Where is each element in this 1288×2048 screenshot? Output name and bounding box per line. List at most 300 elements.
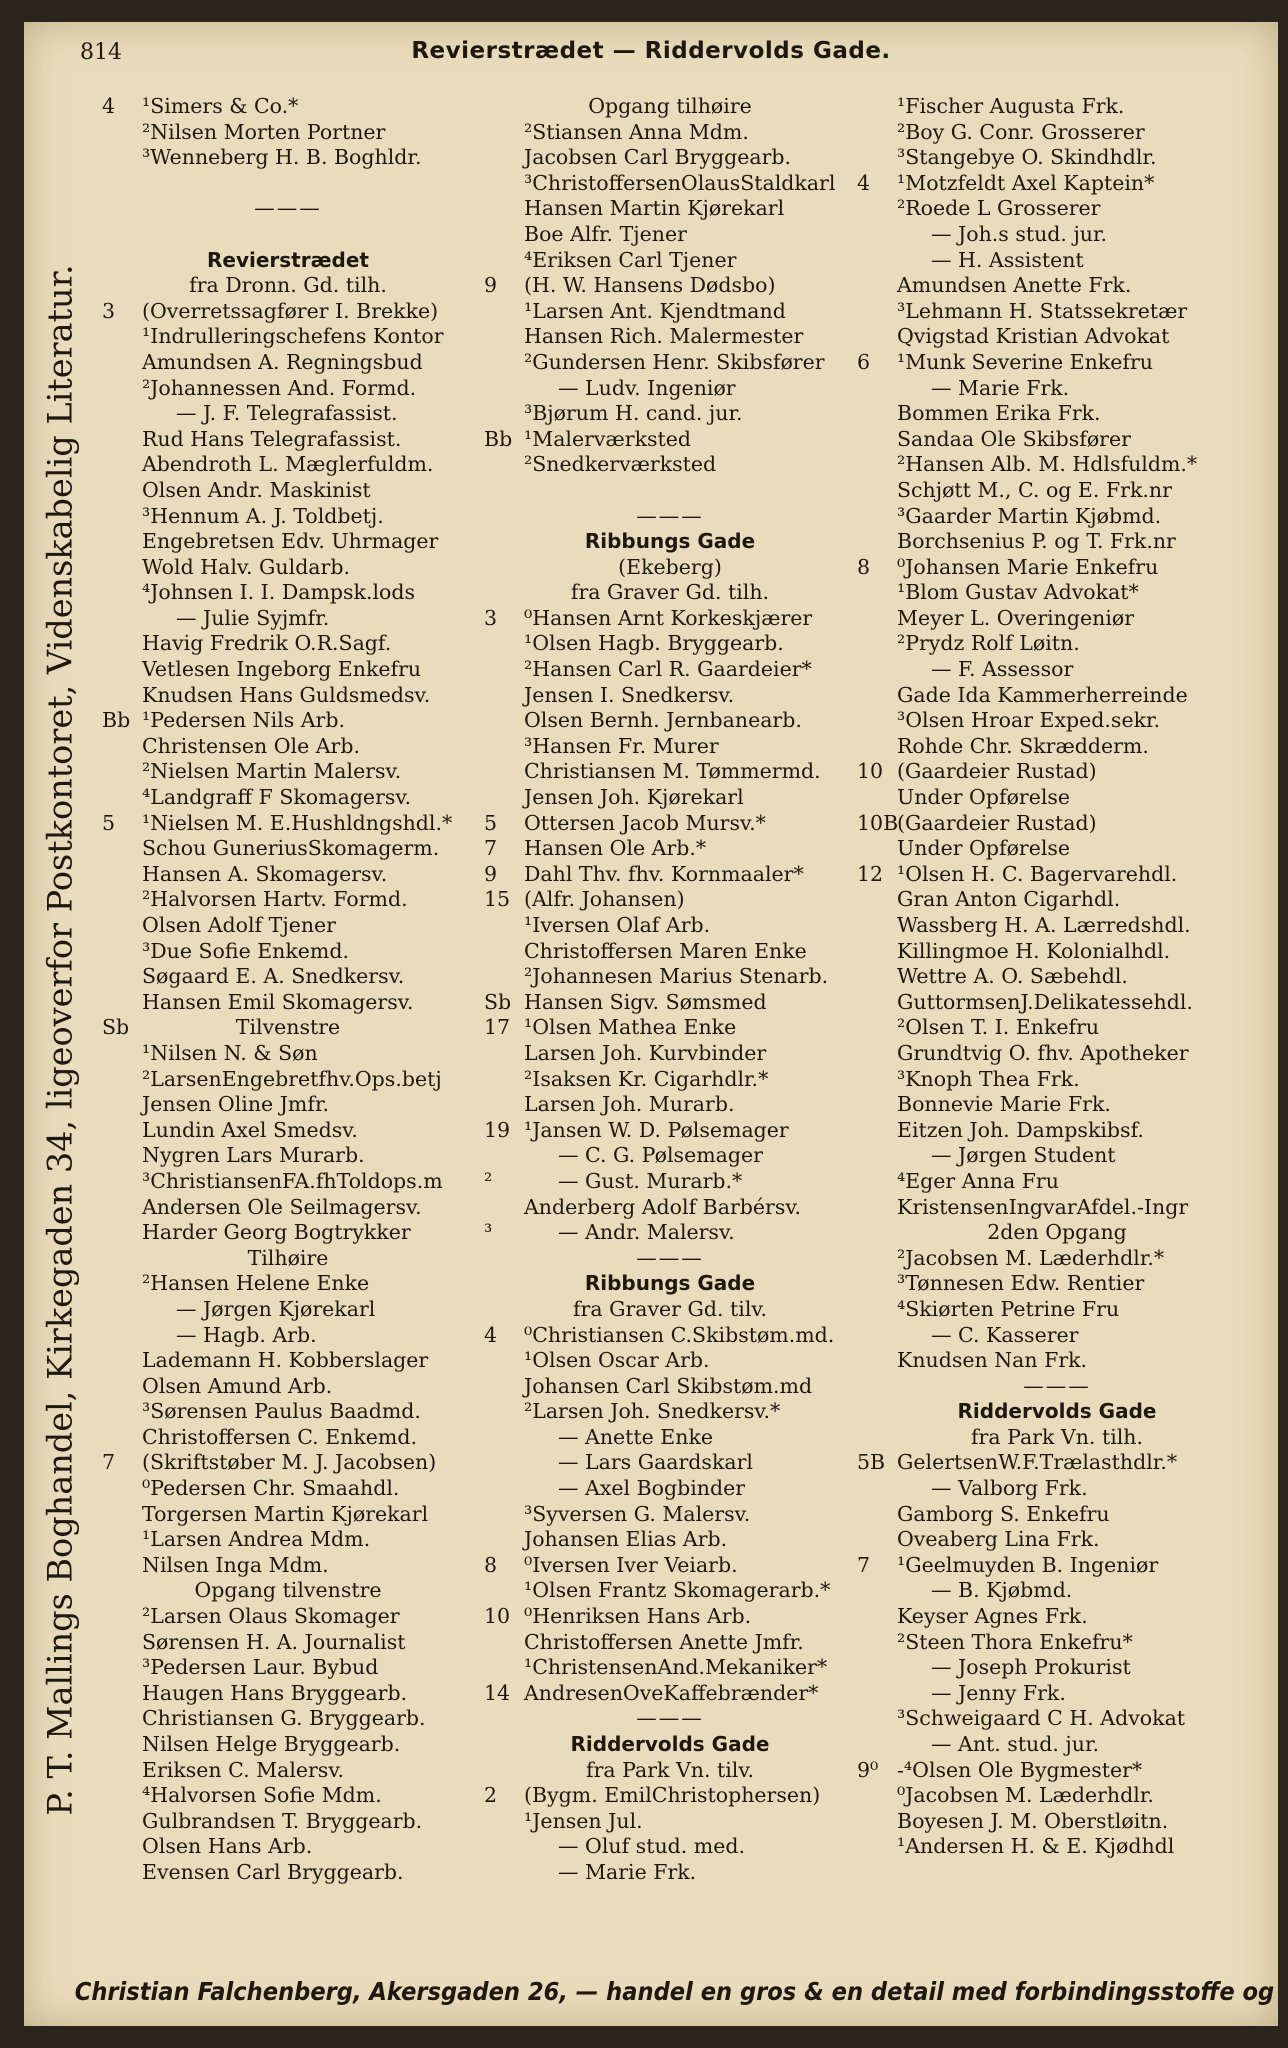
directory-entry bbox=[857, 939, 1257, 965]
directory-entry bbox=[484, 299, 856, 325]
section-note: fra Park Vn. tilh. bbox=[970, 1424, 1144, 1449]
directory-entry bbox=[857, 1630, 1257, 1656]
entry-text: ¹Olsen Mathea Enke bbox=[524, 1015, 737, 1040]
entry-text: Eitzen Joh. Dampskibsf. bbox=[897, 1117, 1144, 1142]
entry-text: Ottersen Jacob Mursv.* bbox=[524, 810, 766, 835]
directory-entry bbox=[484, 171, 856, 197]
entry-text: ¹Blom Gustav Advokat* bbox=[897, 580, 1139, 605]
directory-entry bbox=[102, 145, 474, 171]
directory-entry bbox=[857, 759, 1257, 785]
entry-text: (Skriftstøber M. J. Jacobsen) bbox=[142, 1450, 437, 1475]
directory-entry bbox=[857, 401, 1257, 427]
directory-entry bbox=[857, 1348, 1257, 1374]
entry-text: ³Schweigaard C H. Advokat bbox=[897, 1706, 1186, 1731]
entry-text: ²Hansen Carl R. Gaardeier* bbox=[524, 657, 812, 682]
entry-text: ³Knoph Thea Frk. bbox=[897, 1066, 1080, 1091]
entry-text: -⁴Olsen Ole Bygmester* bbox=[897, 1757, 1143, 1782]
entry-text: ⁴Johnsen I. I. Dampsk.lods bbox=[142, 580, 416, 605]
entry-text: — Ant. stud. jur. bbox=[931, 1732, 1100, 1756]
entry-text: Haugen Hans Bryggearb. bbox=[142, 1680, 408, 1705]
directory-entry bbox=[102, 1143, 474, 1169]
house-number: Sb bbox=[102, 1015, 130, 1040]
entry-text: ²Johannesen Marius Stenarb. bbox=[524, 964, 829, 989]
directory-entry bbox=[102, 990, 474, 1016]
directory-entry bbox=[857, 785, 1257, 811]
entry-text: ¹Iversen Olaf Arb. bbox=[524, 913, 711, 937]
directory-entry bbox=[857, 1297, 1257, 1323]
directory-entry bbox=[102, 1502, 474, 1528]
directory-entry bbox=[102, 1834, 474, 1860]
entry-text: Johansen Elias Arb. bbox=[524, 1527, 728, 1552]
directory-entry bbox=[484, 1118, 856, 1144]
entry-text: ¹Jansen W. D. Pølsemager bbox=[524, 1117, 789, 1142]
entry-text: Meyer L. Overingeniør bbox=[897, 605, 1135, 630]
entry-text: ⁰Hansen Arnt Korkeskjærer bbox=[524, 605, 813, 630]
directory-entry bbox=[857, 657, 1257, 683]
entry-text: ³Hansen Fr. Murer bbox=[524, 733, 719, 758]
entry-text: ⁰Johansen Marie Enkefru bbox=[897, 554, 1159, 579]
directory-entry bbox=[484, 964, 856, 990]
entry-text: ²Snedkerværksted bbox=[524, 452, 717, 477]
directory-entry bbox=[102, 1118, 474, 1144]
directory-entry bbox=[484, 1502, 856, 1528]
directory-entry bbox=[102, 1271, 474, 1297]
directory-entry bbox=[484, 1092, 856, 1118]
directory-entry bbox=[857, 350, 1257, 376]
directory-entry bbox=[102, 631, 474, 657]
entry-text: (Gaardeier Rustad) bbox=[897, 759, 1097, 784]
directory-entry bbox=[102, 683, 474, 709]
entry-text: ²Stiansen Anna Mdm. bbox=[524, 119, 749, 144]
entry-text: ⁰Christiansen C.Skibstøm.md. bbox=[524, 1322, 835, 1347]
house-number: 9 bbox=[484, 273, 498, 298]
directory-entry bbox=[857, 990, 1257, 1016]
directory-entry bbox=[102, 1323, 474, 1349]
directory-entry bbox=[484, 120, 856, 146]
entry-text: Rud Hans Telegrafassist. bbox=[142, 426, 402, 451]
entry-text: Amundsen A. Regningsbud bbox=[142, 349, 423, 374]
entry-text: KristensenIngvarAfdel.-Ingr bbox=[897, 1194, 1189, 1219]
entry-text: ²Hansen Helene Enke bbox=[142, 1271, 370, 1296]
directory-entry bbox=[102, 836, 474, 862]
house-number: 10 bbox=[484, 1604, 511, 1629]
house-number: 15 bbox=[484, 887, 511, 912]
house-number: 7 bbox=[857, 1552, 871, 1577]
directory-entry bbox=[102, 939, 474, 965]
entry-text: ³Sørensen Paulus Baadmd. bbox=[142, 1399, 421, 1424]
street-heading: Ribbungs Gade bbox=[584, 529, 756, 554]
directory-entry bbox=[102, 606, 474, 632]
entry-text: Olsen Andr. Maskinist bbox=[142, 477, 371, 502]
directory-entry bbox=[857, 1476, 1257, 1502]
entry-text: ³Stangebye O. Skindhdlr. bbox=[897, 145, 1157, 170]
entry-text: Borchsenius P. og T. Frk.nr bbox=[897, 529, 1176, 554]
entry-text: ³Olsen Hroar Exped.sekr. bbox=[897, 708, 1161, 733]
entry-text: Nilsen Helge Bryggearb. bbox=[142, 1732, 401, 1756]
directory-entry bbox=[857, 1143, 1257, 1169]
entry-text: Rohde Chr. Skrædderm. bbox=[897, 733, 1149, 758]
house-number: 9⁰ bbox=[857, 1757, 879, 1782]
house-number: 3 bbox=[484, 605, 498, 630]
directory-entry bbox=[102, 1297, 474, 1323]
directory-entry bbox=[857, 1783, 1257, 1809]
directory-entry bbox=[102, 1425, 474, 1451]
entry-text: Jensen Oline Jmfr. bbox=[142, 1092, 330, 1117]
directory-entry bbox=[857, 452, 1257, 478]
directory-entry bbox=[484, 1809, 856, 1835]
directory-entry bbox=[857, 606, 1257, 632]
entry-text: ³Tønnesen Edw. Rentier bbox=[897, 1271, 1145, 1296]
entry-text: Wold Halv. Guldarb. bbox=[142, 554, 350, 579]
section-note: fra Park Vn. tilv. bbox=[585, 1757, 754, 1782]
directory-entry bbox=[102, 401, 474, 427]
entry-text: ²Jacobsen M. Læderhdlr.* bbox=[897, 1245, 1165, 1270]
house-number: 4 bbox=[484, 1322, 498, 1347]
entry-text: ²Hansen Alb. M. Hdlsfuldm.* bbox=[897, 452, 1198, 477]
directory-entry bbox=[102, 657, 474, 683]
entry-text: Hansen Sigv. Sømsmed bbox=[524, 989, 767, 1014]
directory-entry bbox=[102, 580, 474, 606]
directory-entry bbox=[102, 1630, 474, 1656]
directory-entry bbox=[857, 1450, 1257, 1476]
directory-entry bbox=[484, 401, 856, 427]
directory-entry bbox=[102, 785, 474, 811]
entry-text: Eriksen C. Malersv. bbox=[142, 1757, 344, 1782]
house-number: 2 bbox=[484, 1783, 498, 1808]
house-number: 14 bbox=[484, 1680, 511, 1705]
section-note: 2den Opgang bbox=[987, 1220, 1127, 1245]
directory-entry bbox=[484, 734, 856, 760]
entry-text: ²Larsen Joh. Snedkersv.* bbox=[524, 1399, 781, 1424]
directory-entry bbox=[102, 887, 474, 913]
directory-entry bbox=[102, 324, 474, 350]
house-number: Bb bbox=[102, 708, 131, 733]
section-note: Opgang tilvenstre bbox=[194, 1578, 382, 1603]
directory-entry bbox=[102, 1041, 474, 1067]
entry-text: ¹Malerværksted bbox=[524, 426, 692, 451]
directory-entry bbox=[484, 1450, 856, 1476]
directory-entry bbox=[484, 657, 856, 683]
entry-text: ²Larsen Olaus Skomager bbox=[142, 1604, 400, 1629]
street-heading: Riddervolds Gade bbox=[957, 1399, 1157, 1424]
entry-text: — Julie Syjmfr. bbox=[176, 605, 330, 630]
directory-entry bbox=[102, 862, 474, 888]
directory-entry bbox=[102, 811, 474, 837]
entry-text: ³Syversen G. Malersv. bbox=[524, 1501, 751, 1526]
directory-entry bbox=[484, 248, 856, 274]
entry-text: ¹Indrulleringschefens Kontor bbox=[142, 324, 444, 349]
section-note: fra Graver Gd. tilh. bbox=[570, 580, 770, 605]
directory-entry bbox=[102, 1348, 474, 1374]
house-number: 10B bbox=[857, 810, 899, 835]
entry-text: Andersen Ole Seilmagersv. bbox=[142, 1194, 422, 1219]
entry-text: Knudsen Nan Frk. bbox=[897, 1348, 1088, 1373]
directory-entry bbox=[484, 478, 856, 504]
entry-text: Christoffersen Anette Jmfr. bbox=[524, 1629, 804, 1654]
directory-entry bbox=[484, 1041, 856, 1067]
directory-entry bbox=[484, 1860, 856, 1886]
column-1 bbox=[102, 94, 474, 1886]
directory-entry bbox=[484, 376, 856, 402]
entry-text: ³Wenneberg H. B. Boghldr. bbox=[142, 145, 422, 170]
entry-text: ³Due Sofie Enkemd. bbox=[142, 938, 350, 963]
house-number: Bb bbox=[484, 426, 513, 451]
directory-entry bbox=[484, 1630, 856, 1656]
directory-entry bbox=[857, 555, 1257, 581]
entry-text: — Marie Frk. bbox=[931, 375, 1070, 400]
entry-text: Larsen Joh. Kurvbinder bbox=[524, 1040, 767, 1065]
house-number: 5B bbox=[857, 1450, 886, 1475]
directory-entry bbox=[484, 836, 856, 862]
entry-text: Hansen Emil Skomagersv. bbox=[142, 989, 414, 1014]
entry-text: Hansen Rich. Malermester bbox=[524, 324, 804, 349]
entry-text: ⁴Eger Anna Fru bbox=[897, 1168, 1059, 1193]
directory-entry bbox=[484, 1015, 856, 1041]
entry-text: Schjøtt M., C. og E. Frk.nr bbox=[897, 477, 1172, 502]
directory-entry bbox=[484, 606, 856, 632]
section-note bbox=[102, 1015, 474, 1041]
entry-text: Olsen Hans Arb. bbox=[142, 1834, 313, 1859]
page-header: Revierstrædet — Riddervolds Gade. bbox=[411, 38, 891, 64]
entry-text: — Gust. Murarb.* bbox=[558, 1168, 743, 1193]
entry-text: — Andr. Malersv. bbox=[558, 1220, 735, 1245]
directory-entry bbox=[857, 734, 1257, 760]
entry-text: Anderberg Adolf Barbérsv. bbox=[524, 1194, 802, 1219]
house-number: 7 bbox=[102, 1450, 116, 1475]
entry-text: Nygren Lars Murarb. bbox=[142, 1143, 365, 1168]
section-divider: ——— bbox=[1023, 1373, 1091, 1398]
directory-entry bbox=[857, 887, 1257, 913]
entry-text: ¹Olsen Hagb. Bryggearb. bbox=[524, 631, 784, 656]
directory-entry bbox=[102, 1169, 474, 1195]
directory-entry bbox=[484, 1476, 856, 1502]
column-3 bbox=[857, 94, 1257, 1860]
entry-text: ³Hennum A. J. Toldbetj. bbox=[142, 503, 384, 528]
directory-entry bbox=[484, 1578, 856, 1604]
entry-text: ¹Olsen Frantz Skomagerarb.* bbox=[524, 1578, 831, 1603]
house-number: 3 bbox=[102, 298, 116, 323]
entry-text: ¹Nilsen N. & Søn bbox=[142, 1040, 318, 1065]
directory-entry bbox=[857, 1195, 1257, 1221]
directory-entry bbox=[857, 376, 1257, 402]
directory-entry bbox=[857, 248, 1257, 274]
entry-text: — C. Kasserer bbox=[931, 1322, 1079, 1347]
section-note: fra Graver Gd. tilv. bbox=[572, 1296, 768, 1321]
directory-entry bbox=[857, 964, 1257, 990]
directory-entry bbox=[857, 836, 1257, 862]
directory-entry bbox=[102, 1067, 474, 1093]
entry-text: ⁴Halvorsen Sofie Mdm. bbox=[142, 1783, 382, 1808]
entry-text: ⁴Landgraff F Skomagersv. bbox=[142, 785, 412, 810]
house-number: ² bbox=[484, 1168, 493, 1193]
entry-text: Sørensen H. A. Journalist bbox=[142, 1629, 406, 1654]
directory-entry bbox=[857, 1067, 1257, 1093]
entry-text: — Anette Enke bbox=[558, 1424, 714, 1449]
entry-text: Olsen Adolf Tjener bbox=[142, 913, 336, 937]
entry-text: Jacobsen Carl Bryggearb. bbox=[524, 145, 792, 170]
directory-entry bbox=[484, 452, 856, 478]
side-advertisement bbox=[22, 227, 98, 1852]
directory-entry bbox=[857, 1553, 1257, 1579]
entry-text: Olsen Amund Arb. bbox=[142, 1373, 333, 1398]
directory-entry bbox=[857, 1604, 1257, 1630]
directory-entry bbox=[102, 708, 474, 734]
house-number: 12 bbox=[857, 861, 884, 886]
street-heading: Revierstrædet bbox=[206, 247, 369, 272]
street-heading: Riddervolds Gade bbox=[570, 1732, 770, 1756]
entry-text: Vetlesen Ingeborg Enkefru bbox=[142, 657, 422, 682]
entry-text: ¹ChristensenAnd.Mekaniker* bbox=[524, 1655, 828, 1680]
directory-entry bbox=[484, 1220, 856, 1246]
house-number: 19 bbox=[484, 1117, 511, 1142]
entry-text: (Alfr. Johansen) bbox=[524, 887, 685, 912]
house-number: 8 bbox=[484, 1552, 498, 1577]
directory-entry bbox=[102, 1220, 474, 1246]
entry-text: ¹Olsen H. C. Bagervarehdl. bbox=[897, 861, 1178, 886]
directory-entry bbox=[102, 1450, 474, 1476]
directory-entry bbox=[484, 324, 856, 350]
directory-entry bbox=[102, 734, 474, 760]
entry-text: Søgaard E. A. Snedkersv. bbox=[142, 964, 405, 989]
entry-text: Killingmoe H. Kolonialhdl. bbox=[897, 938, 1171, 963]
entry-text: ²Olsen T. I. Enkefru bbox=[897, 1015, 1100, 1040]
entry-text: Gade Ida Kammerherreinde bbox=[897, 682, 1188, 707]
entry-text: Hansen Martin Kjørekarl bbox=[524, 196, 785, 221]
directory-entry bbox=[102, 964, 474, 990]
directory-entry bbox=[857, 913, 1257, 939]
entry-text: ⁰Iversen Iver Veiarb. bbox=[524, 1552, 738, 1577]
directory-entry bbox=[857, 299, 1257, 325]
house-number: 4 bbox=[857, 170, 871, 195]
house-number: 6 bbox=[857, 349, 871, 374]
directory-entry bbox=[102, 1681, 474, 1707]
entry-text: — Marie Frk. bbox=[558, 1859, 697, 1884]
entry-text: ¹Pedersen Nils Arb. bbox=[142, 708, 345, 733]
entry-text: Christiansen G. Bryggearb. bbox=[142, 1706, 426, 1731]
directory-entry bbox=[102, 94, 474, 120]
directory-entry bbox=[484, 1783, 856, 1809]
entry-text: Boyesen J. M. Oberstløitn. bbox=[897, 1808, 1169, 1833]
directory-entry bbox=[102, 1732, 474, 1758]
entry-text: Boe Alfr. Tjener bbox=[524, 221, 687, 246]
directory-entry bbox=[857, 1092, 1257, 1118]
entry-text: Jensen Joh. Kjørekarl bbox=[524, 785, 744, 810]
directory-entry bbox=[857, 1758, 1257, 1784]
directory-page bbox=[24, 22, 1278, 2026]
directory-entry bbox=[484, 939, 856, 965]
directory-entry bbox=[484, 1681, 856, 1707]
entry-text: Christoffersen Maren Enke bbox=[524, 938, 807, 963]
directory-entry bbox=[484, 1348, 856, 1374]
directory-entry bbox=[484, 785, 856, 811]
directory-entry bbox=[857, 504, 1257, 530]
directory-entry bbox=[102, 1374, 474, 1400]
directory-entry bbox=[857, 1834, 1257, 1860]
side-advertisement-text: P. T. Mallings Boghandel, Kirkegaden 34, ligeoverfor Postkontoret, Videnskabelig Literatur. bbox=[40, 263, 80, 1816]
directory-entry bbox=[857, 478, 1257, 504]
directory-entry bbox=[484, 887, 856, 913]
directory-entry bbox=[102, 913, 474, 939]
directory-entry bbox=[857, 427, 1257, 453]
directory-entry bbox=[857, 862, 1257, 888]
entry-text: Christiansen M. Tømmermd. bbox=[524, 759, 821, 784]
entry-text: Larsen Joh. Murarb. bbox=[524, 1092, 735, 1117]
entry-text: Grundtvig O. fhv. Apotheker bbox=[897, 1040, 1189, 1065]
entry-text: — Ludv. Ingeniør bbox=[558, 375, 736, 400]
entry-text: Hansen Ole Arb.* bbox=[524, 836, 707, 861]
directory-entry bbox=[102, 1655, 474, 1681]
section-note: Opgang tilhøire bbox=[588, 94, 752, 118]
directory-entry bbox=[102, 555, 474, 581]
directory-entry bbox=[857, 324, 1257, 350]
entry-text: ⁰Pedersen Chr. Smaahdl. bbox=[142, 1476, 400, 1501]
entry-text: Amundsen Anette Frk. bbox=[897, 273, 1132, 298]
page-number: 814 bbox=[80, 40, 122, 65]
directory-entry bbox=[484, 1067, 856, 1093]
directory-entry bbox=[102, 478, 474, 504]
entry-text: ²Roede L Grosserer bbox=[897, 196, 1101, 221]
entry-text: Under Opførelse bbox=[897, 785, 1071, 810]
directory-entry bbox=[857, 1578, 1257, 1604]
section-note-text: Tilvenstre bbox=[235, 1015, 341, 1040]
entry-text: ¹Motzfeldt Axel Kaptein* bbox=[897, 170, 1155, 195]
entry-text: — Lars Gaardskarl bbox=[558, 1450, 753, 1475]
directory-entry bbox=[857, 1502, 1257, 1528]
entry-text: Wettre A. O. Sæbehdl. bbox=[897, 964, 1128, 989]
street-heading: Ribbungs Gade bbox=[584, 1271, 756, 1296]
entry-text: — Oluf stud. med. bbox=[558, 1834, 746, 1859]
footer-advertisement: Christian Falchenberg, Akersgaden 26, — handel en gros & en detail med forbindingsstoffe og bbox=[74, 1977, 1275, 2006]
directory-entry bbox=[857, 120, 1257, 146]
directory-entry bbox=[102, 452, 474, 478]
entry-text: — Joseph Prokurist bbox=[931, 1655, 1131, 1680]
directory-entry bbox=[857, 708, 1257, 734]
entry-text: Havig Fredrik O.R.Sagf. bbox=[142, 631, 392, 656]
entry-text: ¹Geelmuyden B. Ingeniør bbox=[897, 1552, 1159, 1577]
entry-text: Wassberg H. A. Lærredshdl. bbox=[897, 913, 1191, 937]
directory-entry bbox=[857, 1246, 1257, 1272]
section-note: fra Dronn. Gd. tilh. bbox=[189, 273, 387, 298]
entry-text: Olsen Bernh. Jernbanearb. bbox=[524, 708, 802, 733]
entry-text: ²Boy G. Conr. Grosserer bbox=[897, 119, 1145, 144]
entry-text: Lademann H. Kobberslager bbox=[142, 1348, 429, 1373]
directory-entry bbox=[857, 94, 1257, 120]
house-number: 8 bbox=[857, 554, 871, 579]
directory-entry bbox=[484, 273, 856, 299]
directory-entry bbox=[484, 1169, 856, 1195]
directory-entry bbox=[484, 990, 856, 1016]
directory-entry bbox=[857, 1169, 1257, 1195]
directory-entry bbox=[102, 1553, 474, 1579]
directory-entry bbox=[484, 1604, 856, 1630]
entry-text: ³Gaarder Martin Kjøbmd. bbox=[897, 503, 1162, 528]
directory-entry bbox=[857, 1323, 1257, 1349]
entry-text: ¹Jensen Jul. bbox=[524, 1808, 643, 1833]
house-number: 4 bbox=[102, 94, 116, 118]
section-divider: ——— bbox=[636, 503, 704, 528]
entry-text: ²Steen Thora Enkefru* bbox=[897, 1629, 1133, 1654]
house-number: 5 bbox=[102, 810, 116, 835]
entry-text: ¹Fischer Augusta Frk. bbox=[897, 94, 1125, 118]
directory-entry bbox=[857, 196, 1257, 222]
entry-text: Sandaa Ole Skibsfører bbox=[897, 426, 1131, 451]
entry-text: — J. F. Telegrafassist. bbox=[176, 401, 398, 426]
directory-entry bbox=[857, 1655, 1257, 1681]
entry-text: ²Nilsen Morten Portner bbox=[142, 119, 386, 144]
section-note: (Ekeberg) bbox=[618, 554, 722, 579]
house-number: 9 bbox=[484, 861, 498, 886]
directory-entry bbox=[857, 145, 1257, 171]
